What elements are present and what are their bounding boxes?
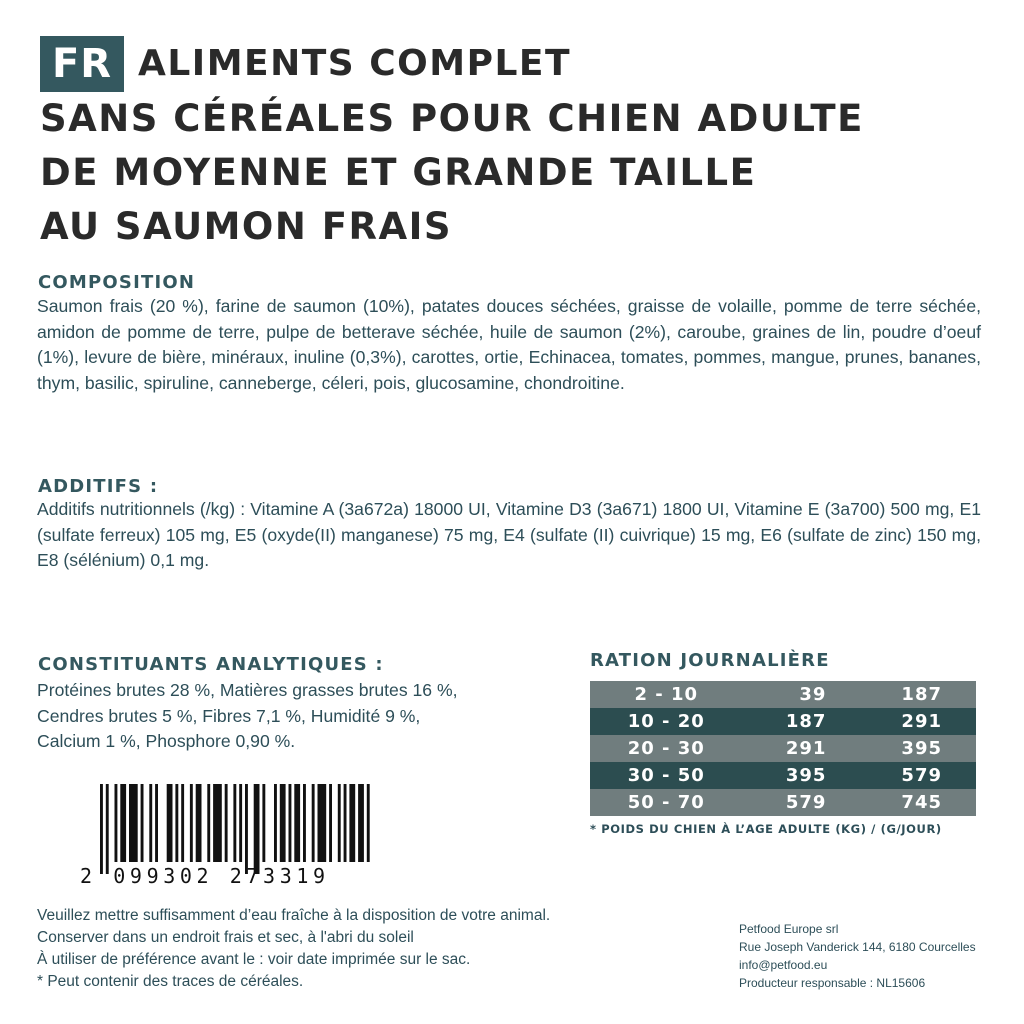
barcode-bar [294,784,300,862]
additifs-text: Additifs nutritionnels (/kg) : Vitamine A (3a672a) 18000 UI, Vitamine D3 (3a671) 1800 UI, Vitamine E (3a700) 500 mg, E1 (sulfate ferreux) 105 mg, E5 (oxyde(II) manganese) 75 mg, E4 (sulfate (II) cuivrique) 15 mg, E6 (sulfate de zinc) 150 mg, E8 (sélénium) 0,1 mg. [37,499,981,570]
company-name: Petfood Europe srl [739,922,839,936]
barcode-bar [274,784,277,862]
storage-instructions [37,905,550,993]
barcode-bar [120,784,126,862]
ration-min-cell: 187 [785,711,827,732]
barcode-bar [155,784,158,862]
producer-id: Producteur responsable : NL15606 [739,976,926,990]
table-row [590,708,976,735]
ration-weight-cell: 30 - 50 [627,765,705,786]
table-row [590,681,976,708]
barcode-bar [190,784,193,862]
table-row [590,735,976,762]
ration-note: * POIDS DU CHIEN À L’AGE ADULTE (KG) / (G/JOUR) [590,822,942,836]
ration-min-cell: 39 [799,684,827,705]
constituants-line: Protéines brutes 28 %, Matières grasses brutes 16 %, [37,680,458,700]
language-badge: FR [40,36,124,92]
barcode-bar [289,784,292,862]
ration-min-cell: 395 [785,765,827,786]
ration-weight-cell: 20 - 30 [627,738,705,759]
barcode-bar [129,784,138,862]
composition-text: Saumon frais (20 %), farine de saumon (10%), patates douces séchées, graisse de volaille, pomme de terre séchée, amidon de pomme de terre, pulpe de betterave séchée, huile de saumon (2%), caroube, graines de lin, poudre d’oeuf (1%), levure de bière, minéraux, inuline (0,3%), carottes, ortie, Echinacea, tomates, pommes, mangue, prunes, bananes, thym, basilic, spiruline, canneberge, céleri, pois, glucosamine, chondroitine. [37,296,981,393]
barcode-bar [141,784,144,862]
instruction-line: Conserver dans un endroit frais et sec, à l'abri du soleil [37,929,414,946]
ration-max-cell: 579 [901,765,942,786]
company-email: info@petfood.eu [739,958,828,972]
barcode-bar [349,784,355,862]
barcode-bar [245,784,248,874]
company-info [739,920,976,992]
barcode-bar [175,784,178,862]
company-address: Rue Joseph Vanderick 144, 6180 Courcelles [739,940,976,954]
table-row [590,762,976,789]
product-title-line-4: AU SAUMON FRAIS [40,205,453,248]
instruction-line: Veuillez mettre suffisamment d’eau fraîche à la disposition de votre animal. [37,907,551,924]
ration-max-cell: 745 [901,792,942,813]
barcode-bar [329,784,332,862]
barcode-bar [207,784,210,862]
ration-weight-cell: 10 - 20 [627,711,705,732]
barcode-bar [100,784,103,874]
ration-max-cell: 291 [901,711,942,732]
barcode-bar [106,784,109,874]
constituants-line: Cendres brutes 5 %, Fibres 7,1 %, Humidité 9 %, [37,705,421,726]
additifs-heading: ADDITIFS : [38,476,159,497]
barcode-bar [239,784,242,862]
ration-min-cell: 579 [785,792,827,813]
barcode [100,784,370,874]
ration-max-cell: 187 [901,684,942,705]
barcode-bar [149,784,152,862]
constituants-heading: CONSTITUANTS ANALYTIQUES : [38,654,384,675]
product-title-line-3: DE MOYENNE ET GRANDE TAILLE [40,151,757,194]
ration-min-cell: 291 [785,738,827,759]
ration-max-cell: 395 [901,738,942,759]
constituants-text [37,678,557,755]
barcode-bar [115,784,118,862]
barcode-bar [280,784,286,862]
barcode-bar [233,784,236,862]
ration-weight-cell: 50 - 70 [627,792,705,813]
barcode-bar [254,784,260,874]
ration-table [590,681,976,816]
constituants-line: Calcium 1 %, Phosphore 0,90 %. [37,731,296,751]
product-title-line-2: SANS CÉRÉALES POUR CHIEN ADULTE [40,97,864,140]
barcode-bar [196,784,202,862]
barcode-bar [225,784,228,862]
barcode-bar [367,784,370,862]
barcode-bar [344,784,347,862]
composition-heading: COMPOSITION [38,272,196,293]
barcode-bar [262,784,265,862]
barcode-bar [318,784,327,862]
barcode-bar [181,784,184,862]
instruction-line: * Peut contenir des traces de céréales. [37,973,304,990]
ration-heading: RATION JOURNALIÈRE [590,650,830,671]
product-title-line-1: ALIMENTS COMPLET [138,43,572,84]
instruction-line: À utiliser de préférence avant le : voir date imprimée sur le sac. [37,951,471,968]
barcode-bar [167,784,173,862]
barcode-bar [213,784,222,862]
barcode-digits: 2 099302 273319 [80,864,330,888]
barcode-bar [338,784,341,862]
barcode-bar [312,784,315,862]
ration-weight-cell: 2 - 10 [634,684,699,705]
barcode-bar [358,784,364,862]
barcode-bar [303,784,306,862]
table-row [590,789,976,816]
